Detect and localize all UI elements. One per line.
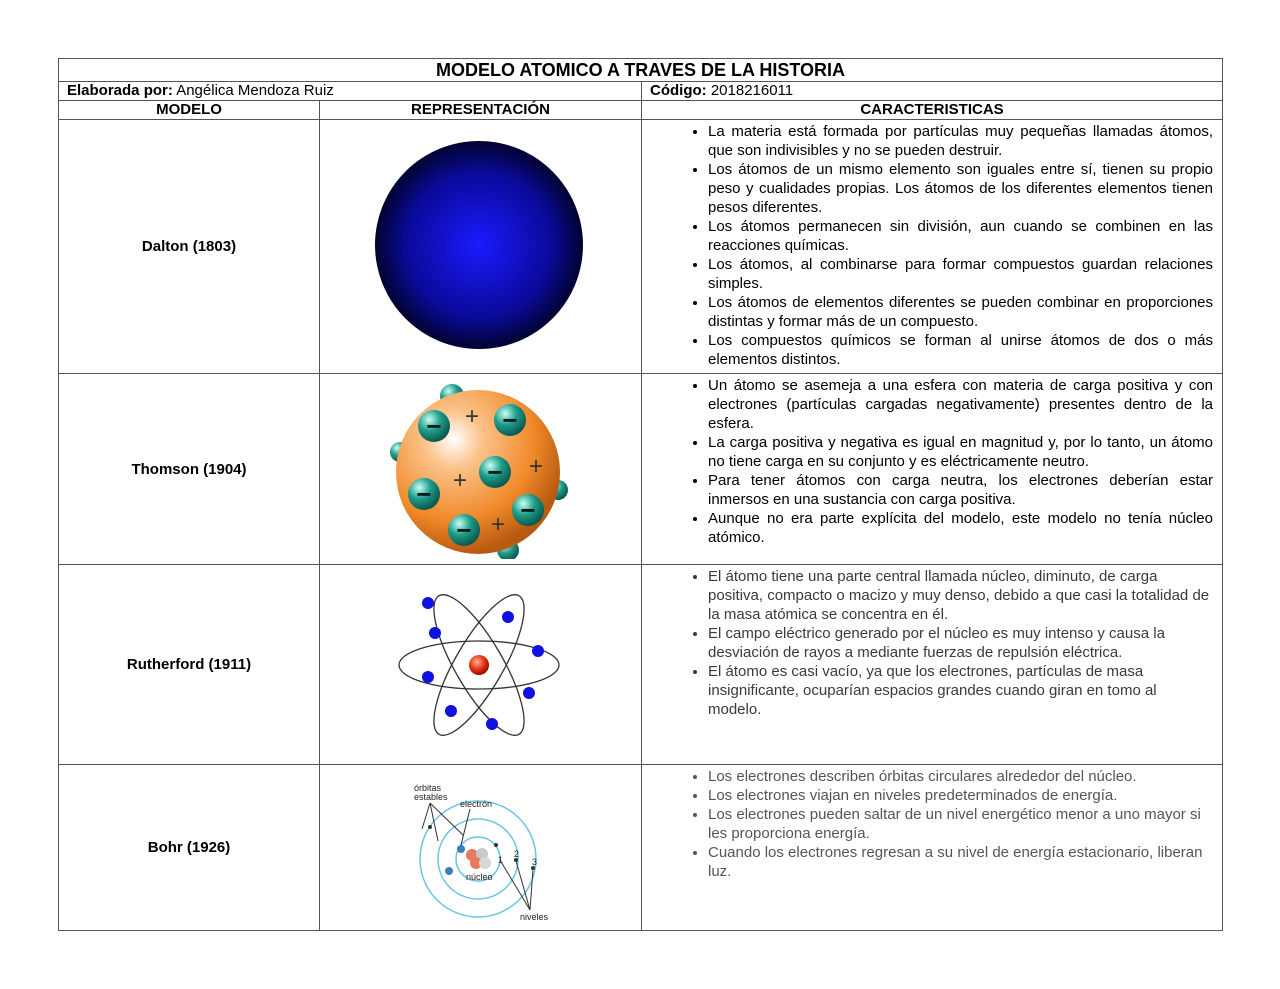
model-name: Bohr (1926): [59, 765, 320, 931]
bohr-atom-illustration: [320, 765, 640, 925]
table-row-dalton: [59, 120, 1223, 374]
atomic-models-table: [58, 58, 1223, 931]
list-item: • Los electrones pueden saltar de un nivel energético menor a uno mayor si les proporciona energía.: [708, 805, 1213, 843]
table-row-rutherford: [59, 565, 1223, 765]
model-name: Thomson (1904): [59, 374, 320, 565]
svg-text:1: 1: [498, 855, 504, 865]
list-item: • Los átomos de un mismo elemento son iguales entre sí, tienen su propio peso y cualidades propias. Los átomos de los diferentes elementos tienen pesos diferentes.: [708, 160, 1213, 217]
list-item: • Los electrones describen órbitas circulares alrededor del núcleo.: [708, 767, 1213, 786]
list-item: • Para tener átomos con carga neutra, los electrones deberían estar inmersos en una sustancia con carga positiva.: [708, 471, 1213, 509]
svg-text:+: +: [528, 453, 544, 480]
representation-dalton: [320, 120, 642, 374]
thomson-plum-pudding-illustration: [320, 374, 640, 559]
svg-text:3: 3: [532, 857, 538, 867]
rutherford-nucleus: [469, 655, 489, 675]
header-characteristics: CARACTERISTICAS: [642, 101, 1223, 120]
list-item: • Los átomos, al combinarse para formar compuestos guardan relaciones simples.: [708, 255, 1213, 293]
table-row-bohr: [59, 765, 1223, 931]
list-item: • El campo eléctrico generado por el núcleo es muy intenso y causa la desviación de rayos a mediante fuerzas de repulsión eléctrica.: [708, 624, 1213, 662]
model-name: Dalton (1803): [59, 120, 320, 374]
header-representation: REPRESENTACIÓN: [320, 101, 642, 120]
code-label: Código:: [650, 82, 707, 99]
bohr-nucleus: [466, 848, 491, 869]
svg-text:órbitas: órbitas: [414, 783, 442, 793]
svg-text:−: −: [502, 405, 518, 435]
characteristics-dalton: [642, 120, 1223, 374]
header-model: MODELO: [59, 101, 320, 120]
svg-text:electrón: electrón: [460, 799, 493, 809]
rutherford-atom-illustration: [320, 565, 640, 759]
list-item: • La materia está formada por partículas muy pequeñas llamadas átomos, que son indivisibles y no se pueden destruir.: [708, 122, 1213, 160]
svg-text:+: +: [464, 403, 480, 430]
code-cell: [642, 82, 1223, 101]
list-item: • La carga positiva y negativa es igual en magnitud y, por lo tanto, un átomo no tiene carga en su conjunto y es eléctricamente neutro.: [708, 433, 1213, 471]
dalton-sphere-illustration: [320, 120, 640, 368]
svg-text:−: −: [426, 411, 442, 441]
svg-text:−: −: [520, 495, 536, 525]
svg-text:niveles: niveles: [520, 912, 549, 922]
author-cell: [59, 82, 642, 101]
list-item: • Cuando los electrones regresan a su nivel de energía estacionario, liberan luz.: [708, 843, 1213, 881]
table-row-thomson: [59, 374, 1223, 565]
list-item: • Los átomos permanecen sin división, aun cuando se combinen en las reacciones químicas.: [708, 217, 1213, 255]
svg-text:estables: estables: [414, 792, 448, 802]
list-item: • Los átomos de elementos diferentes se pueden combinar en proporciones distintas y formar más de un compuesto.: [708, 293, 1213, 331]
svg-text:núcleo: núcleo: [466, 872, 493, 882]
code-value: 2018216011: [706, 82, 794, 99]
list-item: • Los electrones viajan en niveles predeterminados de energía.: [708, 786, 1213, 805]
representation-thomson: [320, 374, 642, 565]
svg-text:+: +: [452, 467, 468, 494]
svg-text:−: −: [456, 515, 472, 545]
document-title: MODELO ATOMICO A TRAVES DE LA HISTORIA: [59, 59, 1223, 82]
list-item: • Un átomo se asemeja a una esfera con materia de carga positiva y con electrones (partículas cargadas negativamente) presentes dentro de la esfera.: [708, 376, 1213, 433]
characteristics-thomson: [642, 374, 1223, 565]
characteristics-rutherford: [642, 565, 1223, 765]
list-item: • Aunque no era parte explícita del modelo, este modelo no tenía núcleo atómico.: [708, 509, 1213, 547]
document: [58, 58, 1222, 931]
svg-text:−: −: [487, 457, 503, 487]
svg-text:2: 2: [514, 849, 520, 859]
characteristics-bohr: [642, 765, 1223, 931]
svg-text:−: −: [416, 479, 432, 509]
list-item: • El átomo tiene una parte central llamada núcleo, diminuto, de carga positiva, compacto o macizo y muy denso, debido a que casi la totalidad de la masa atómica se concentra en él.: [708, 567, 1213, 624]
list-item: • Los compuestos químicos se forman al unirse átomos de dos o más elementos distintos.: [708, 331, 1213, 369]
author-label: Elaborada por:: [67, 82, 173, 99]
representation-rutherford: [320, 565, 642, 765]
representation-bohr: [320, 765, 642, 931]
svg-text:+: +: [490, 511, 506, 538]
dalton-sphere: [375, 141, 583, 349]
list-item: • El átomo es casi vacío, ya que los electrones, partículas de masa insignificante, ocuparían espacios grandes cuando giran en tomo al modelo.: [708, 662, 1213, 719]
author-value: Angélica Mendoza Ruiz: [172, 82, 334, 99]
model-name: Rutherford (1911): [59, 565, 320, 765]
